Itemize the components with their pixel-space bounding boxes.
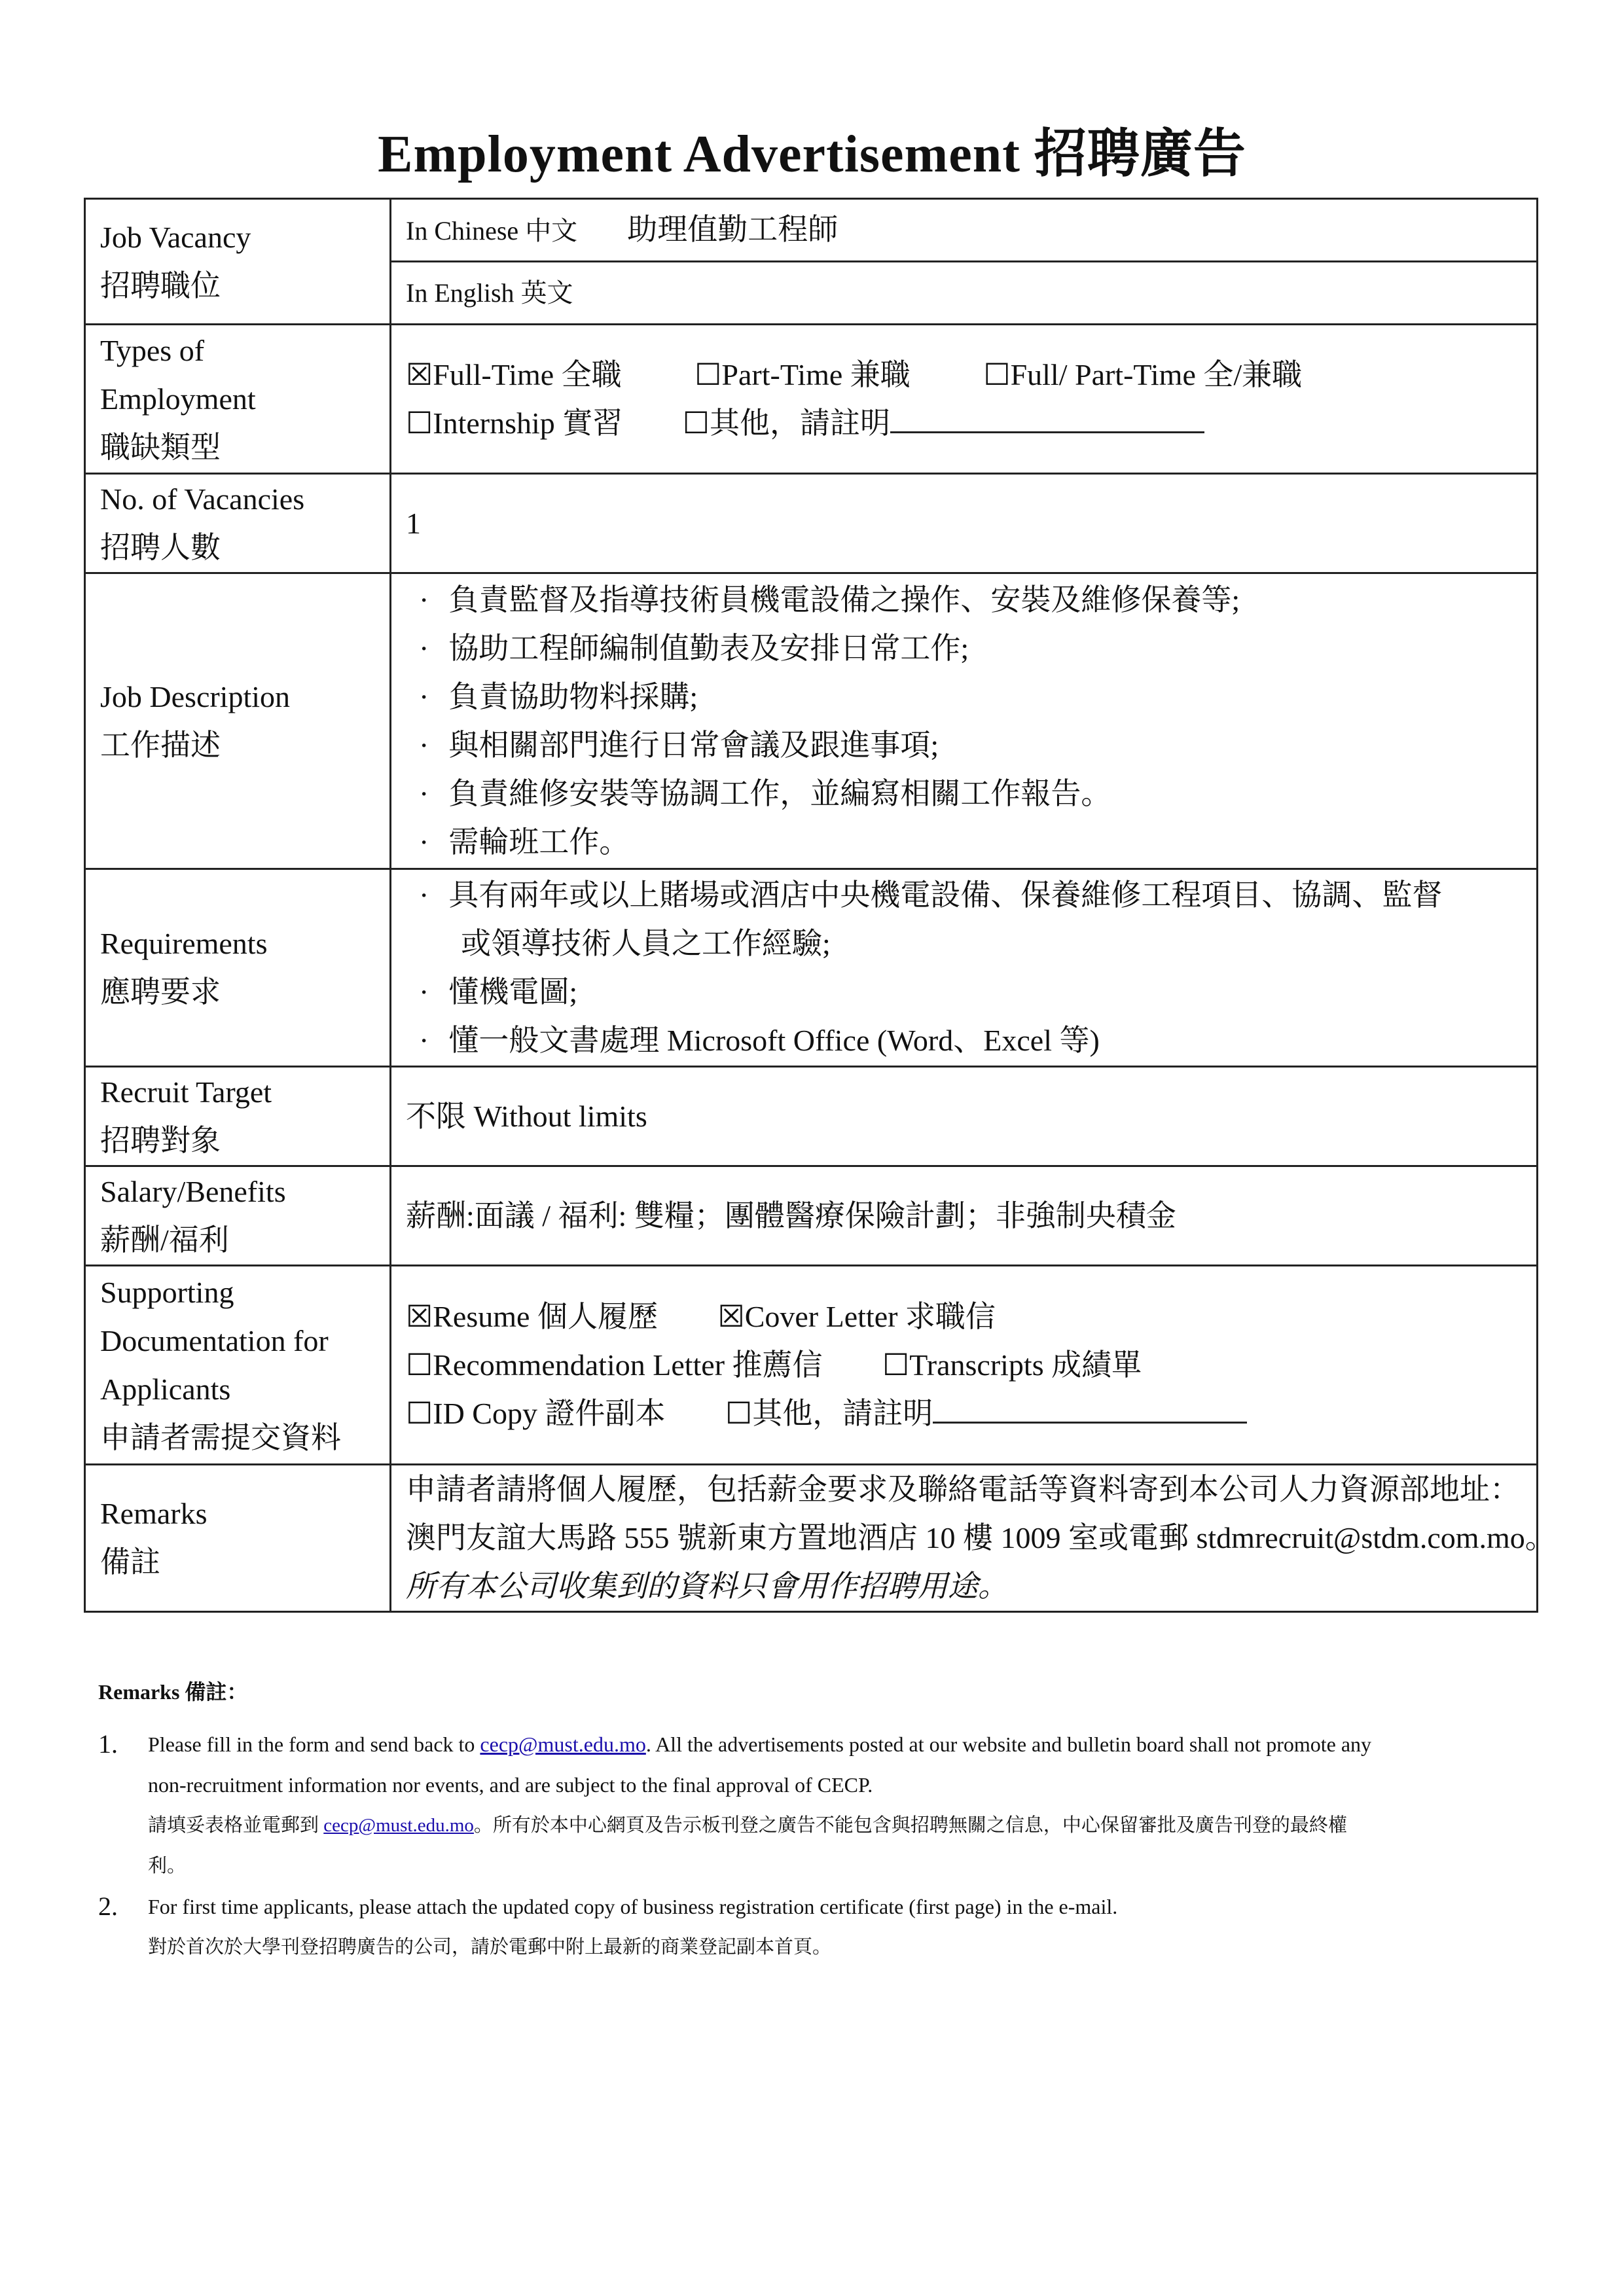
job-description-label-en: Job Description — [100, 679, 291, 713]
employment-type-label — [85, 325, 391, 474]
other-specify-field[interactable] — [890, 405, 1204, 433]
vacancy-chinese-cell[interactable] — [391, 199, 1538, 262]
footnotes — [98, 1676, 1538, 1967]
requirements-label-en: Requirements — [100, 926, 268, 960]
list-item: · 具有兩年或以上賭場或酒店中央機電設備、保養維修工程項目、協調、監督 — [419, 878, 1443, 912]
doc-other-specify-field[interactable] — [933, 1395, 1247, 1424]
job-vacancy-label — [85, 199, 391, 325]
option-resume[interactable]: ☒Resume 個人履歷 — [406, 1299, 658, 1333]
checkbox-transcripts[interactable]: ☐ — [882, 1348, 910, 1382]
list-item: · 協助工程師編制值勤表及安排日常工作; — [419, 631, 969, 665]
job-vacancy-label-zh: 招聘職位 — [100, 268, 221, 302]
recruit-target-value[interactable]: 不限 Without limits — [391, 1067, 1538, 1166]
documents-label — [85, 1266, 391, 1465]
option-recommendation-letter[interactable]: ☐Recommendation Letter 推薦信 — [406, 1348, 823, 1382]
list-item: · 懂機電圖; — [419, 975, 578, 1009]
salary-label — [85, 1166, 391, 1266]
checkbox-recommendation-letter[interactable]: ☐ — [406, 1348, 433, 1382]
employment-type-label-line2: Employment — [100, 382, 256, 416]
option-id-copy[interactable]: ☐ID Copy 證件副本 — [406, 1396, 666, 1430]
checkbox-part-time[interactable]: ☐ — [695, 357, 722, 391]
remarks-line: 申請者請將個人履歷，包括薪金要求及聯絡電話等資料寄到本公司人力資源部地址： — [406, 1473, 1520, 1506]
option-transcripts[interactable]: ☐Transcripts 成績單 — [882, 1348, 1142, 1382]
vacancies-value[interactable]: 1 — [391, 474, 1538, 573]
option-full-time[interactable]: ☒Full-Time 全職 — [406, 357, 622, 391]
list-item: · 懂一般文書處理 Microsoft Office (Word、Excel 等) — [419, 1023, 1100, 1057]
job-description-label-zh: 工作描述 — [100, 728, 221, 762]
footnote-number: 1. — [98, 1729, 118, 1759]
option-internship[interactable]: ☐Internship 實習 — [406, 406, 623, 440]
employment-type-label-zh: 職缺類型 — [100, 430, 221, 464]
checkbox-internship[interactable]: ☐ — [406, 406, 433, 440]
salary-label-zh: 薪酬/福利 — [100, 1223, 229, 1257]
documents-label-line1: Supporting — [100, 1275, 234, 1309]
option-full-part-time[interactable]: ☐Full/ Part-Time 全/兼職 — [983, 357, 1303, 391]
checkbox-id-copy[interactable]: ☐ — [406, 1396, 433, 1430]
option-other[interactable]: ☐其他，請註明 — [683, 406, 1204, 440]
option-doc-other[interactable]: ☐其他，請註明 — [725, 1397, 1247, 1430]
remarks-label-en: Remarks — [100, 1497, 208, 1530]
remarks-value[interactable] — [391, 1465, 1555, 1612]
footnote-item: 2. For first time applicants, please attach the updated copy of business registration certificate (first page) in the e-mail. 對於首次於大學刊登招聘廣告的公司，請於電郵中附上最新的商業登記副本首頁。 — [98, 1886, 1538, 1967]
vacancy-english-cell[interactable] — [391, 262, 1538, 325]
vacancy-english-prefix: In English 英文 — [406, 278, 573, 308]
salary-value[interactable]: 薪酬:面議 / 福利: 雙糧；團體醫療保險計劃；非強制央積金 — [391, 1166, 1538, 1266]
remarks-line: 所有本公司收集到的資料只會用作招聘用途。 — [406, 1570, 1008, 1603]
checkbox-cover-letter[interactable]: ☒ — [717, 1299, 745, 1333]
email-link[interactable]: cecp@must.edu.mo — [480, 1732, 646, 1756]
advertisement-form — [84, 198, 1555, 1613]
recruit-target-label-zh: 招聘對象 — [100, 1123, 221, 1157]
remarks-label-zh: 備註 — [100, 1545, 160, 1579]
footnotes-title: Remarks 備註： — [98, 1680, 248, 1704]
requirements-list[interactable] — [391, 869, 1538, 1067]
vacancies-label-zh: 招聘人數 — [100, 530, 221, 564]
job-vacancy-label-en: Job Vacancy — [100, 220, 251, 254]
list-item: · 負責維修安裝等協調工作，並編寫相關工作報告。 — [419, 776, 1111, 810]
documents-label-line2: Documentation for — [100, 1323, 329, 1357]
recruit-target-label-en: Recruit Target — [100, 1075, 272, 1109]
job-description-label — [85, 573, 391, 869]
salary-label-en: Salary/Benefits — [100, 1174, 286, 1208]
option-cover-letter[interactable]: ☒Cover Letter 求職信 — [717, 1299, 996, 1333]
remarks-line: 澳門友誼大馬路 555 號新東方置地酒店 10 樓 1009 室或電郵 stdmrecruit@stdm.com.mo。 — [406, 1521, 1555, 1554]
email-link[interactable]: cecp@must.edu.mo — [323, 1815, 474, 1836]
checkbox-other[interactable]: ☐ — [682, 406, 710, 440]
vacancies-label-en: No. of Vacancies — [100, 482, 305, 516]
employment-type-label-line1: Types of — [100, 333, 205, 367]
vacancy-chinese-value: 助理值勤工程師 — [627, 212, 839, 246]
list-item-continuation: 或領導技術人員之工作經驗; — [461, 926, 831, 960]
list-item: · 負責協助物料採購; — [419, 679, 698, 713]
checkbox-full-time[interactable]: ☒ — [406, 357, 433, 391]
documents-options — [391, 1266, 1538, 1465]
list-item: · 與相關部門進行日常會議及跟進事項; — [419, 728, 939, 762]
employment-type-options — [391, 325, 1538, 474]
remarks-label — [85, 1465, 391, 1612]
vacancies-label — [85, 474, 391, 573]
footnote-item: 1. Please fill in the form and send back to cecp@must.edu.mo. All the advertisements posted at our website and bulletin board shall not promote any non-recruitment information nor events, and are subject to the final approval of CECP. 請填妥表格並電郵到 cecp@must.edu.mo。所有於本中心網頁及告示板刊登之廣告不能包含與招聘無關之信息，中心保留審批及廣告刊登的最終權 利。 — [98, 1724, 1538, 1886]
recruit-target-label — [85, 1067, 391, 1166]
page-title: Employment Advertisement 招聘廣告 — [378, 126, 1246, 183]
checkbox-resume[interactable]: ☒ — [406, 1299, 433, 1333]
checkbox-full-part-time[interactable]: ☐ — [983, 357, 1011, 391]
footnote-number: 2. — [98, 1892, 118, 1921]
requirements-label-zh: 應聘要求 — [100, 975, 221, 1009]
checkbox-doc-other[interactable]: ☐ — [725, 1396, 753, 1430]
list-item: · 需輪班工作。 — [419, 825, 630, 859]
vacancy-chinese-prefix: In Chinese 中文 — [406, 215, 578, 245]
job-description-list[interactable] — [391, 573, 1538, 869]
requirements-label — [85, 869, 391, 1067]
option-part-time[interactable]: ☐Part-Time 兼職 — [695, 357, 911, 391]
list-item: · 負責監督及指導技術員機電設備之操作、安裝及維修保養等; — [419, 583, 1240, 617]
documents-label-zh: 申請者需提交資料 — [100, 1420, 341, 1454]
documents-label-line3: Applicants — [100, 1372, 231, 1406]
